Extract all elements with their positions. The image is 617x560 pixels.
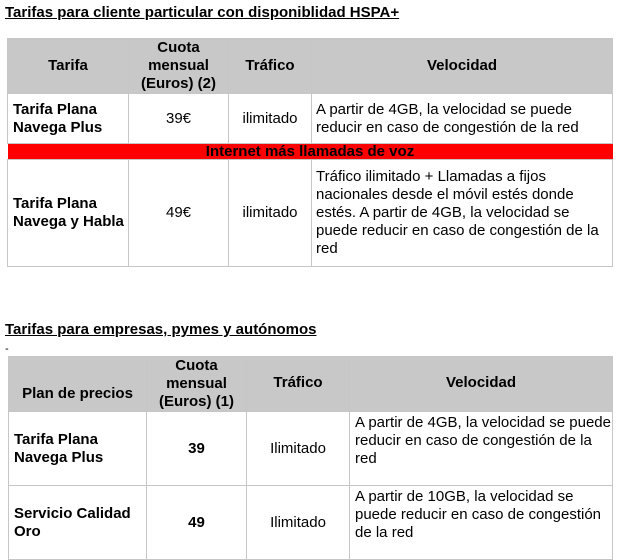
tarifas-empresas-table <box>8 356 613 560</box>
table-row <box>9 486 613 560</box>
header-trafico: Tráfico <box>247 357 350 412</box>
plan-speed: A partir de 10GB, la velocidad se puede reducir en caso de congestión de la red <box>350 486 613 560</box>
plan-traffic: ilimitado <box>229 160 312 267</box>
subheader-voz: Internet más llamadas de voz <box>8 144 613 160</box>
plan-price: 39€ <box>129 94 229 144</box>
plan-price: 49 <box>147 486 247 560</box>
plan-speed: A partir de 4GB, la velocidad se puede reducir en caso de congestión de la red <box>350 412 613 486</box>
plan-name: Tarifa Plana Navega Plus <box>9 412 147 486</box>
header-cuota: Cuota mensual (Euros) (2) <box>129 39 229 94</box>
plan-traffic: Ilimitado <box>247 486 350 560</box>
plan-price: 49€ <box>129 160 229 267</box>
section-title-particular: Tarifas para cliente particular con disponiblidad HSPA+ <box>5 4 400 21</box>
plan-name: Tarifa Plana Navega Plus <box>8 94 129 144</box>
section-title-empresas: Tarifas para empresas, pymes y autónomos <box>5 321 317 338</box>
plan-name: Servicio Calidad Oro <box>9 486 147 560</box>
plan-speed: A partir de 4GB, la velocidad se puede reducir en caso de congestión de la red <box>312 94 613 144</box>
header-cuota: Cuota mensual (Euros) (1) <box>147 357 247 412</box>
header-trafico: Tráfico <box>229 39 312 94</box>
plan-traffic: Ilimitado <box>247 412 350 486</box>
dash-marker: - <box>5 343 9 355</box>
header-plan: Plan de precios <box>9 357 147 412</box>
table-row <box>8 160 613 267</box>
subheader-row <box>8 144 613 160</box>
table-row <box>8 94 613 144</box>
tarifas-particular-table <box>7 38 613 267</box>
plan-traffic: ilimitado <box>229 94 312 144</box>
header-velocidad: Velocidad <box>350 357 613 412</box>
plan-name: Tarifa Plana Navega y Habla <box>8 160 129 267</box>
header-velocidad: Velocidad <box>312 39 613 94</box>
plan-price: 39 <box>147 412 247 486</box>
plan-speed: Tráfico ilimitado + Llamadas a fijos nacionales desde el móvil estés donde estés. A partir de 4GB, la velocidad se puede reducir en caso de congestión de la red <box>312 160 613 267</box>
header-tarifa: Tarifa <box>8 39 129 94</box>
table-row <box>9 412 613 486</box>
